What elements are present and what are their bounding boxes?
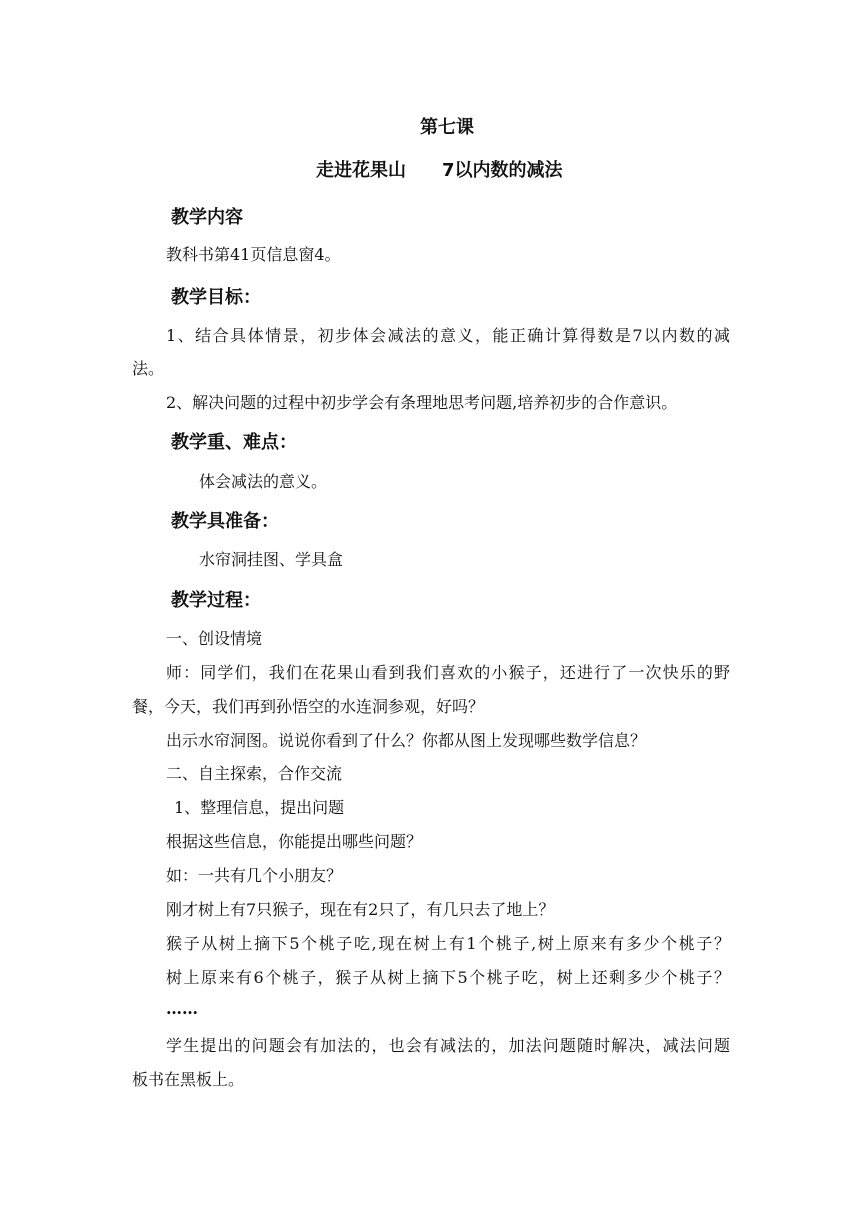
process-summary-line2: 板书在黑板上。 [132, 1070, 245, 1089]
process-section1: 一、创设情境 [166, 629, 263, 648]
process-summary-line1: 学生提出的问题会有加法的，也会有减法的，加法问题随时解决，减法问题 [166, 1036, 730, 1055]
lesson-title-part2: 7以内数的减法 [442, 160, 563, 181]
lesson-number: 第七课 [420, 117, 474, 138]
goals-item1-line1: 1、结合具体情景，初步体会减法的意义，能正确计算得数是7以内数的减 [166, 326, 730, 345]
goals-heading: 教学目标： [171, 287, 261, 308]
key-points-heading: 教学重、难点： [171, 432, 297, 453]
process-question-3: 猴子从树上摘下5个桃子吃,现在树上有1个桃子,树上原来有多少个桃子？ [166, 934, 730, 953]
content-text: 教科书第41页信息窗4。 [166, 245, 341, 264]
materials-heading: 教学具准备： [171, 511, 279, 532]
goals-item2: 2、解决问题的过程中初步学会有条理地思考问题,培养初步的合作意识。 [166, 393, 678, 412]
process-heading: 教学过程： [171, 590, 261, 611]
process-show-picture: 出示水帘洞图。说说你看到了什么？你都从图上发现哪些数学信息？ [166, 731, 647, 750]
process-step1: 1、整理信息，提出问题 [174, 798, 345, 817]
process-question-4: 树上原来有6个桃子，猴子从树上摘下5个桃子吃，树上还剩多少个桃子？ [166, 968, 730, 987]
process-teacher-line2: 餐，今天，我们再到孙悟空的水连洞参观，好吗？ [132, 697, 485, 716]
process-teacher-line1: 师：同学们，我们在花果山看到我们喜欢的小猴子，还进行了一次快乐的野 [166, 663, 730, 682]
content-heading: 教学内容 [171, 207, 243, 228]
lesson-title [316, 160, 563, 182]
key-points-text: 体会减法的意义。 [199, 472, 328, 491]
process-ellipsis: …… [166, 999, 198, 1018]
materials-text: 水帘洞挂图、学具盒 [199, 550, 344, 569]
process-question-2: 刚才树上有7只猴子，现在有2只了，有几只去了地上？ [166, 900, 555, 919]
lesson-title-part1: 走进花果山 [316, 160, 406, 181]
process-ask: 根据这些信息，你能提出哪些问题？ [166, 832, 423, 851]
process-question-1: 如：一共有几个小朋友？ [166, 866, 343, 885]
process-section2: 二、自主探索，合作交流 [166, 764, 343, 783]
goals-item1-line2: 法。 [132, 359, 165, 378]
